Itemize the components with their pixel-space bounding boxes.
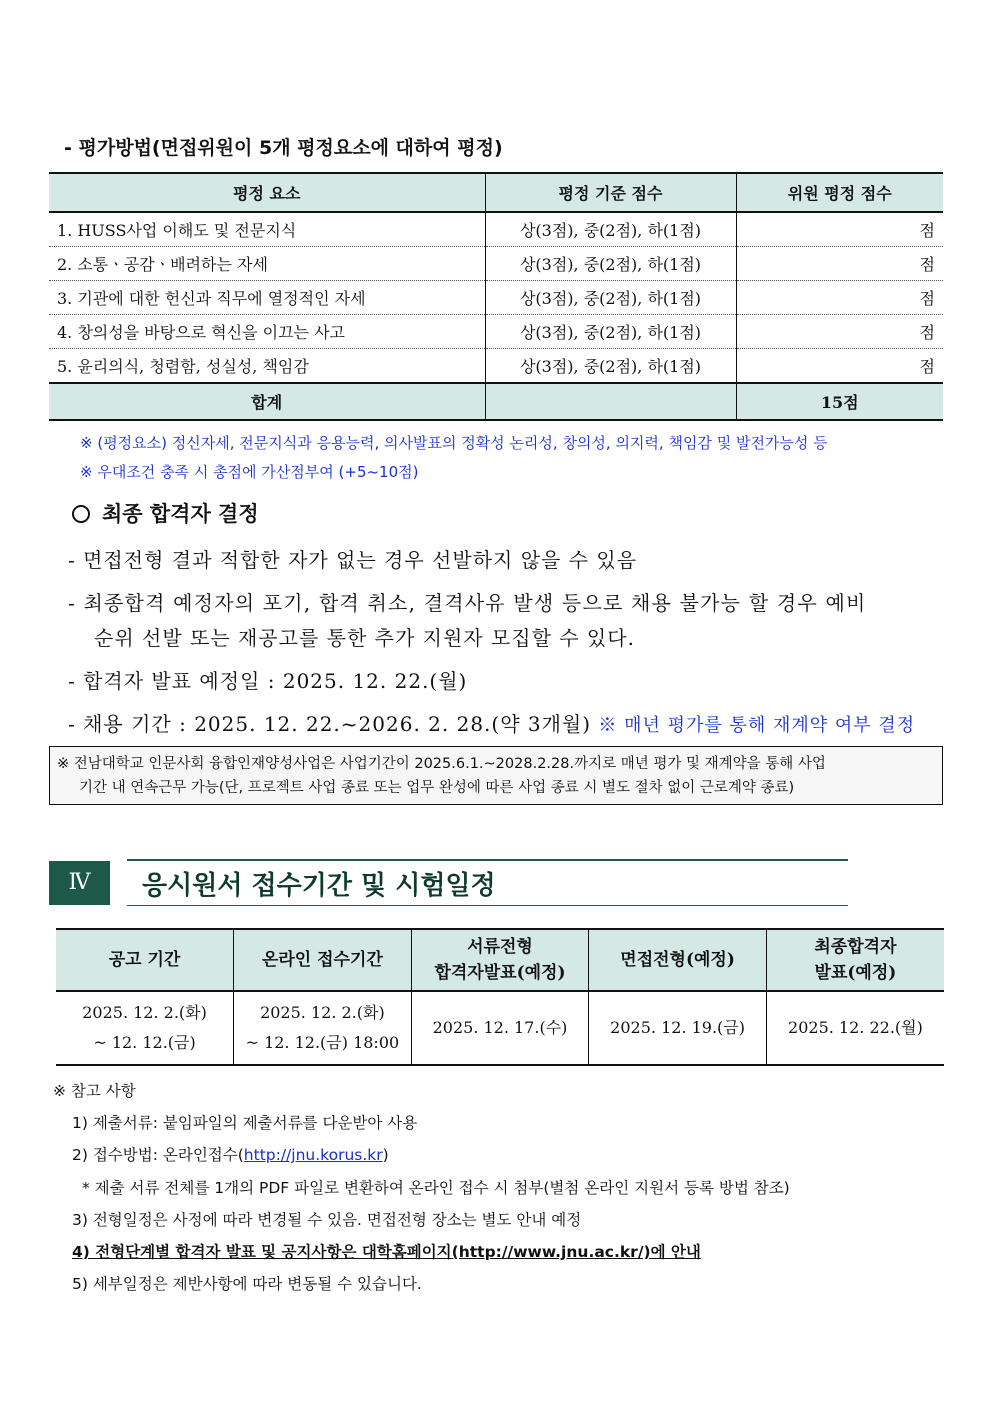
eval-note-bonus: ※ 우대조건 충족 시 총점에 가산점부여 (+5~10점) xyxy=(80,463,419,481)
renewal-note: ※ 매년 평가를 통해 재계약 여부 결정 xyxy=(598,715,916,736)
eval-total-value: 15점 xyxy=(736,383,943,420)
reference-2-close: ) xyxy=(382,1146,389,1164)
eval-item: 2. 소통ㆍ공감ㆍ배려하는 자세 xyxy=(49,247,485,281)
section-top-rule xyxy=(127,859,848,861)
eval-table xyxy=(49,172,943,421)
eval-criteria: 상(3점), 중(2점), 하(1점) xyxy=(485,349,736,384)
schedule-announcement: 2025. 12. 2.(화) ~ 12. 12.(금) xyxy=(56,991,234,1065)
eval-header-row xyxy=(49,173,943,212)
table-row xyxy=(49,315,943,349)
section-number-badge: Ⅳ xyxy=(49,861,110,905)
table-row xyxy=(49,281,943,315)
eval-total-empty xyxy=(485,383,736,420)
schedule-final-result: 2025. 12. 22.(월) xyxy=(766,991,944,1065)
schedule-table xyxy=(56,928,944,1066)
eval-score: 점 xyxy=(736,349,943,384)
eval-item: 1. HUSS사업 이해도 및 전문지식 xyxy=(49,212,485,247)
final-paragraph-3: - 합격자 발표 예정일 : 2025. 12. 22.(월) xyxy=(68,669,468,693)
eval-criteria: 상(3점), 중(2점), 하(1점) xyxy=(485,315,736,349)
box-note-line-1: ※ 전남대학교 인문사회 융합인재양성사업은 사업기간이 2025.6.1.~2028.2.28.까지로 매년 평가 및 재계약을 통해 사업 xyxy=(57,756,826,772)
final-paragraph-1: - 면접전형 결과 적합한 자가 없는 경우 선발하지 않을 수 있음 xyxy=(68,548,638,572)
reference-4[interactable]: 4) 전형단계별 합격자 발표 및 공지사항은 대학홈페이지(http://www.jnu.ac.kr/)에 안내 xyxy=(72,1243,701,1261)
eval-score: 점 xyxy=(736,247,943,281)
schedule-header-online-period: 온라인 접수기간 xyxy=(234,929,412,991)
reference-2-text: 2) 접수방법: 온라인접수( xyxy=(72,1146,244,1164)
eval-score: 점 xyxy=(736,281,943,315)
eval-criteria: 상(3점), 중(2점), 하(1점) xyxy=(485,247,736,281)
project-period-note-box xyxy=(49,746,943,805)
final-decision-heading-text: 최종 합격자 결정 xyxy=(102,501,259,526)
reference-1: 1) 제출서류: 붙임파일의 제출서류를 다운받아 사용 xyxy=(72,1114,418,1132)
eval-total-label: 합계 xyxy=(49,383,485,420)
reference-2-sub: * 제출 서류 전체를 1개의 PDF 파일로 변환하여 온라인 접수 시 첨부(별첨 온라인 지원서 등록 방법 참조) xyxy=(82,1179,790,1197)
schedule-document-result: 2025. 12. 17.(수) xyxy=(411,991,589,1065)
reference-3: 3) 전형일정은 사정에 따라 변경될 수 있음. 면접전형 장소는 별도 안내 예정 xyxy=(72,1211,582,1229)
reference-5: 5) 세부일정은 제반사항에 따라 변동될 수 있습니다. xyxy=(72,1275,422,1293)
final-paragraph-2-line1: - 최종합격 예정자의 포기, 합격 취소, 결격사유 발생 등으로 채용 불가능 할 경우 예비 xyxy=(68,591,867,615)
section-title: 응시원서 접수기간 및 시험일정 xyxy=(142,871,496,901)
application-site-link[interactable]: http://jnu.korus.kr xyxy=(243,1146,383,1164)
final-paragraph-4 xyxy=(68,708,915,737)
eval-criteria: 상(3점), 중(2점), 하(1점) xyxy=(485,212,736,247)
schedule-interview: 2025. 12. 19.(금) xyxy=(589,991,767,1065)
eval-score: 점 xyxy=(736,315,943,349)
table-row xyxy=(56,991,944,1065)
final-decision-heading xyxy=(72,498,259,528)
eval-item: 3. 기관에 대한 헌신과 직무에 열정적인 자세 xyxy=(49,281,485,315)
circle-bullet-icon xyxy=(72,505,90,523)
table-row xyxy=(49,212,943,247)
eval-item: 4. 창의성을 바탕으로 혁신을 이끄는 사고 xyxy=(49,315,485,349)
schedule-online-period: 2025. 12. 2.(화) ~ 12. 12.(금) 18:00 xyxy=(234,991,412,1065)
eval-score: 점 xyxy=(736,212,943,247)
eval-item: 5. 윤리의식, 청렴함, 성실성, 책임감 xyxy=(57,357,309,376)
section-bottom-rule xyxy=(127,905,848,906)
eval-header-item: 평정 요소 xyxy=(49,173,485,212)
references-title: ※ 참고 사항 xyxy=(53,1082,136,1100)
eval-criteria: 상(3점), 중(2점), 하(1점) xyxy=(485,281,736,315)
table-row xyxy=(49,349,943,384)
eval-header-score: 위원 평정 점수 xyxy=(736,173,943,212)
schedule-header-document-result: 서류전형 합격자발표(예정) xyxy=(411,929,589,991)
final-paragraph-2-line2: 순위 선발 또는 재공고를 통한 추가 지원자 모집할 수 있다. xyxy=(94,626,635,650)
schedule-header-announcement: 공고 기간 xyxy=(56,929,234,991)
eval-method-title: - 평가방법(면접위원이 5개 평정요소에 대하여 평정) xyxy=(64,137,503,159)
box-note-line-2: 기간 내 연속근무 가능(단, 프로젝트 사업 종료 또는 업무 완성에 따른 사업 종료 시 별도 절차 없이 근로계약 종료) xyxy=(79,780,795,796)
eval-note-elements: ※ (평정요소) 정신자세, 전문지식과 응용능력, 의사발표의 정확성 논리성, 창의성, 의지력, 책임감 및 발전가능성 등 xyxy=(80,434,828,452)
eval-header-criteria: 평정 기준 점수 xyxy=(485,173,736,212)
reference-2 xyxy=(72,1143,389,1165)
schedule-header-final-result: 최종합격자 발표(예정) xyxy=(766,929,944,991)
table-row xyxy=(49,247,943,281)
schedule-header-row xyxy=(56,929,944,991)
schedule-header-interview: 면접전형(예정) xyxy=(589,929,767,991)
eval-total-row xyxy=(49,383,943,420)
employment-period: - 채용 기간 : 2025. 12. 22.~2026. 2. 28.(약 3개월) xyxy=(68,712,592,736)
